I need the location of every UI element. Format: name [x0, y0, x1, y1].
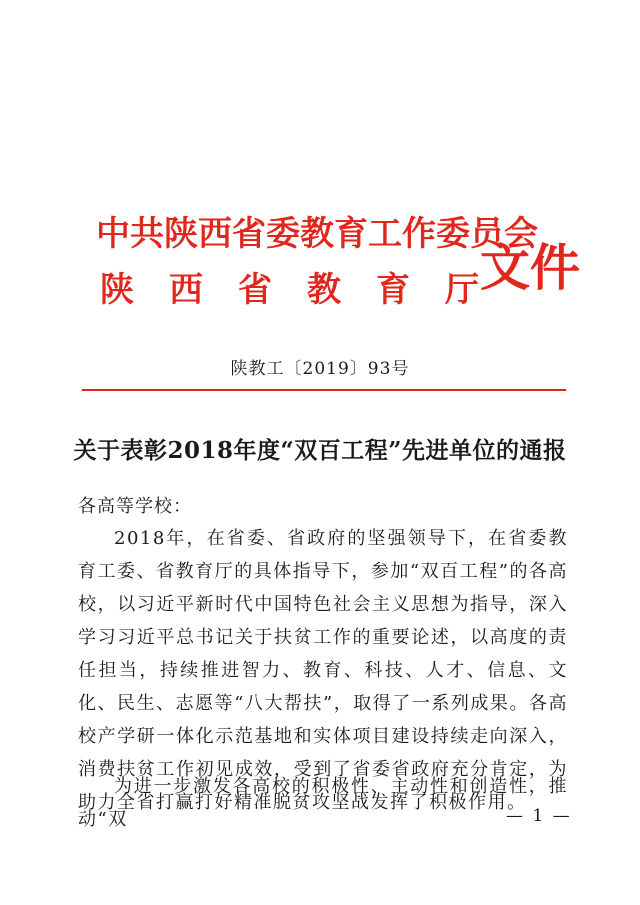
- red-masthead: [96, 206, 580, 316]
- document-title: 关于表彰2018年度“双百工程”先进单位的通报: [73, 437, 567, 464]
- salutation: 各高等学校：: [78, 496, 192, 517]
- body-paragraph-1: 2018年，在省委、省政府的坚强领导下，在省委教育工委、省教育厅的具体指导下，参加“双百工程”的各高校，以习近平新时代中国特色社会主义思想为指导，深入学习习近平总书记关于扶贫工作的重要论述，以高度的责任担当，持续推进智力、教育、科技、人才、信息、文化、民生、志愿等“八大帮扶”，取得了一系列成果。各高校产学研一体化示范基地和实体项目建设持续走向深入，消费扶贫工作初见成效，受到了省委省政府充分肯定，为助力全省打赢打好精准脱贫攻坚战发挥了积极作用。: [78, 528, 568, 813]
- body-paragraph-2: 为进一步激发各高校的积极性、主动性和创造性，推动“双: [78, 776, 568, 830]
- masthead-issuer-1: 中共陕西省委教育工作委员会: [96, 214, 538, 254]
- page-number: — 1 —: [506, 806, 572, 826]
- masthead-issuer-2: 陕西省教育厅: [100, 270, 514, 310]
- red-divider-line: [82, 389, 566, 391]
- document-number: 陕教工〔2019〕93号: [230, 359, 410, 379]
- masthead-document-word: 文件: [480, 239, 580, 297]
